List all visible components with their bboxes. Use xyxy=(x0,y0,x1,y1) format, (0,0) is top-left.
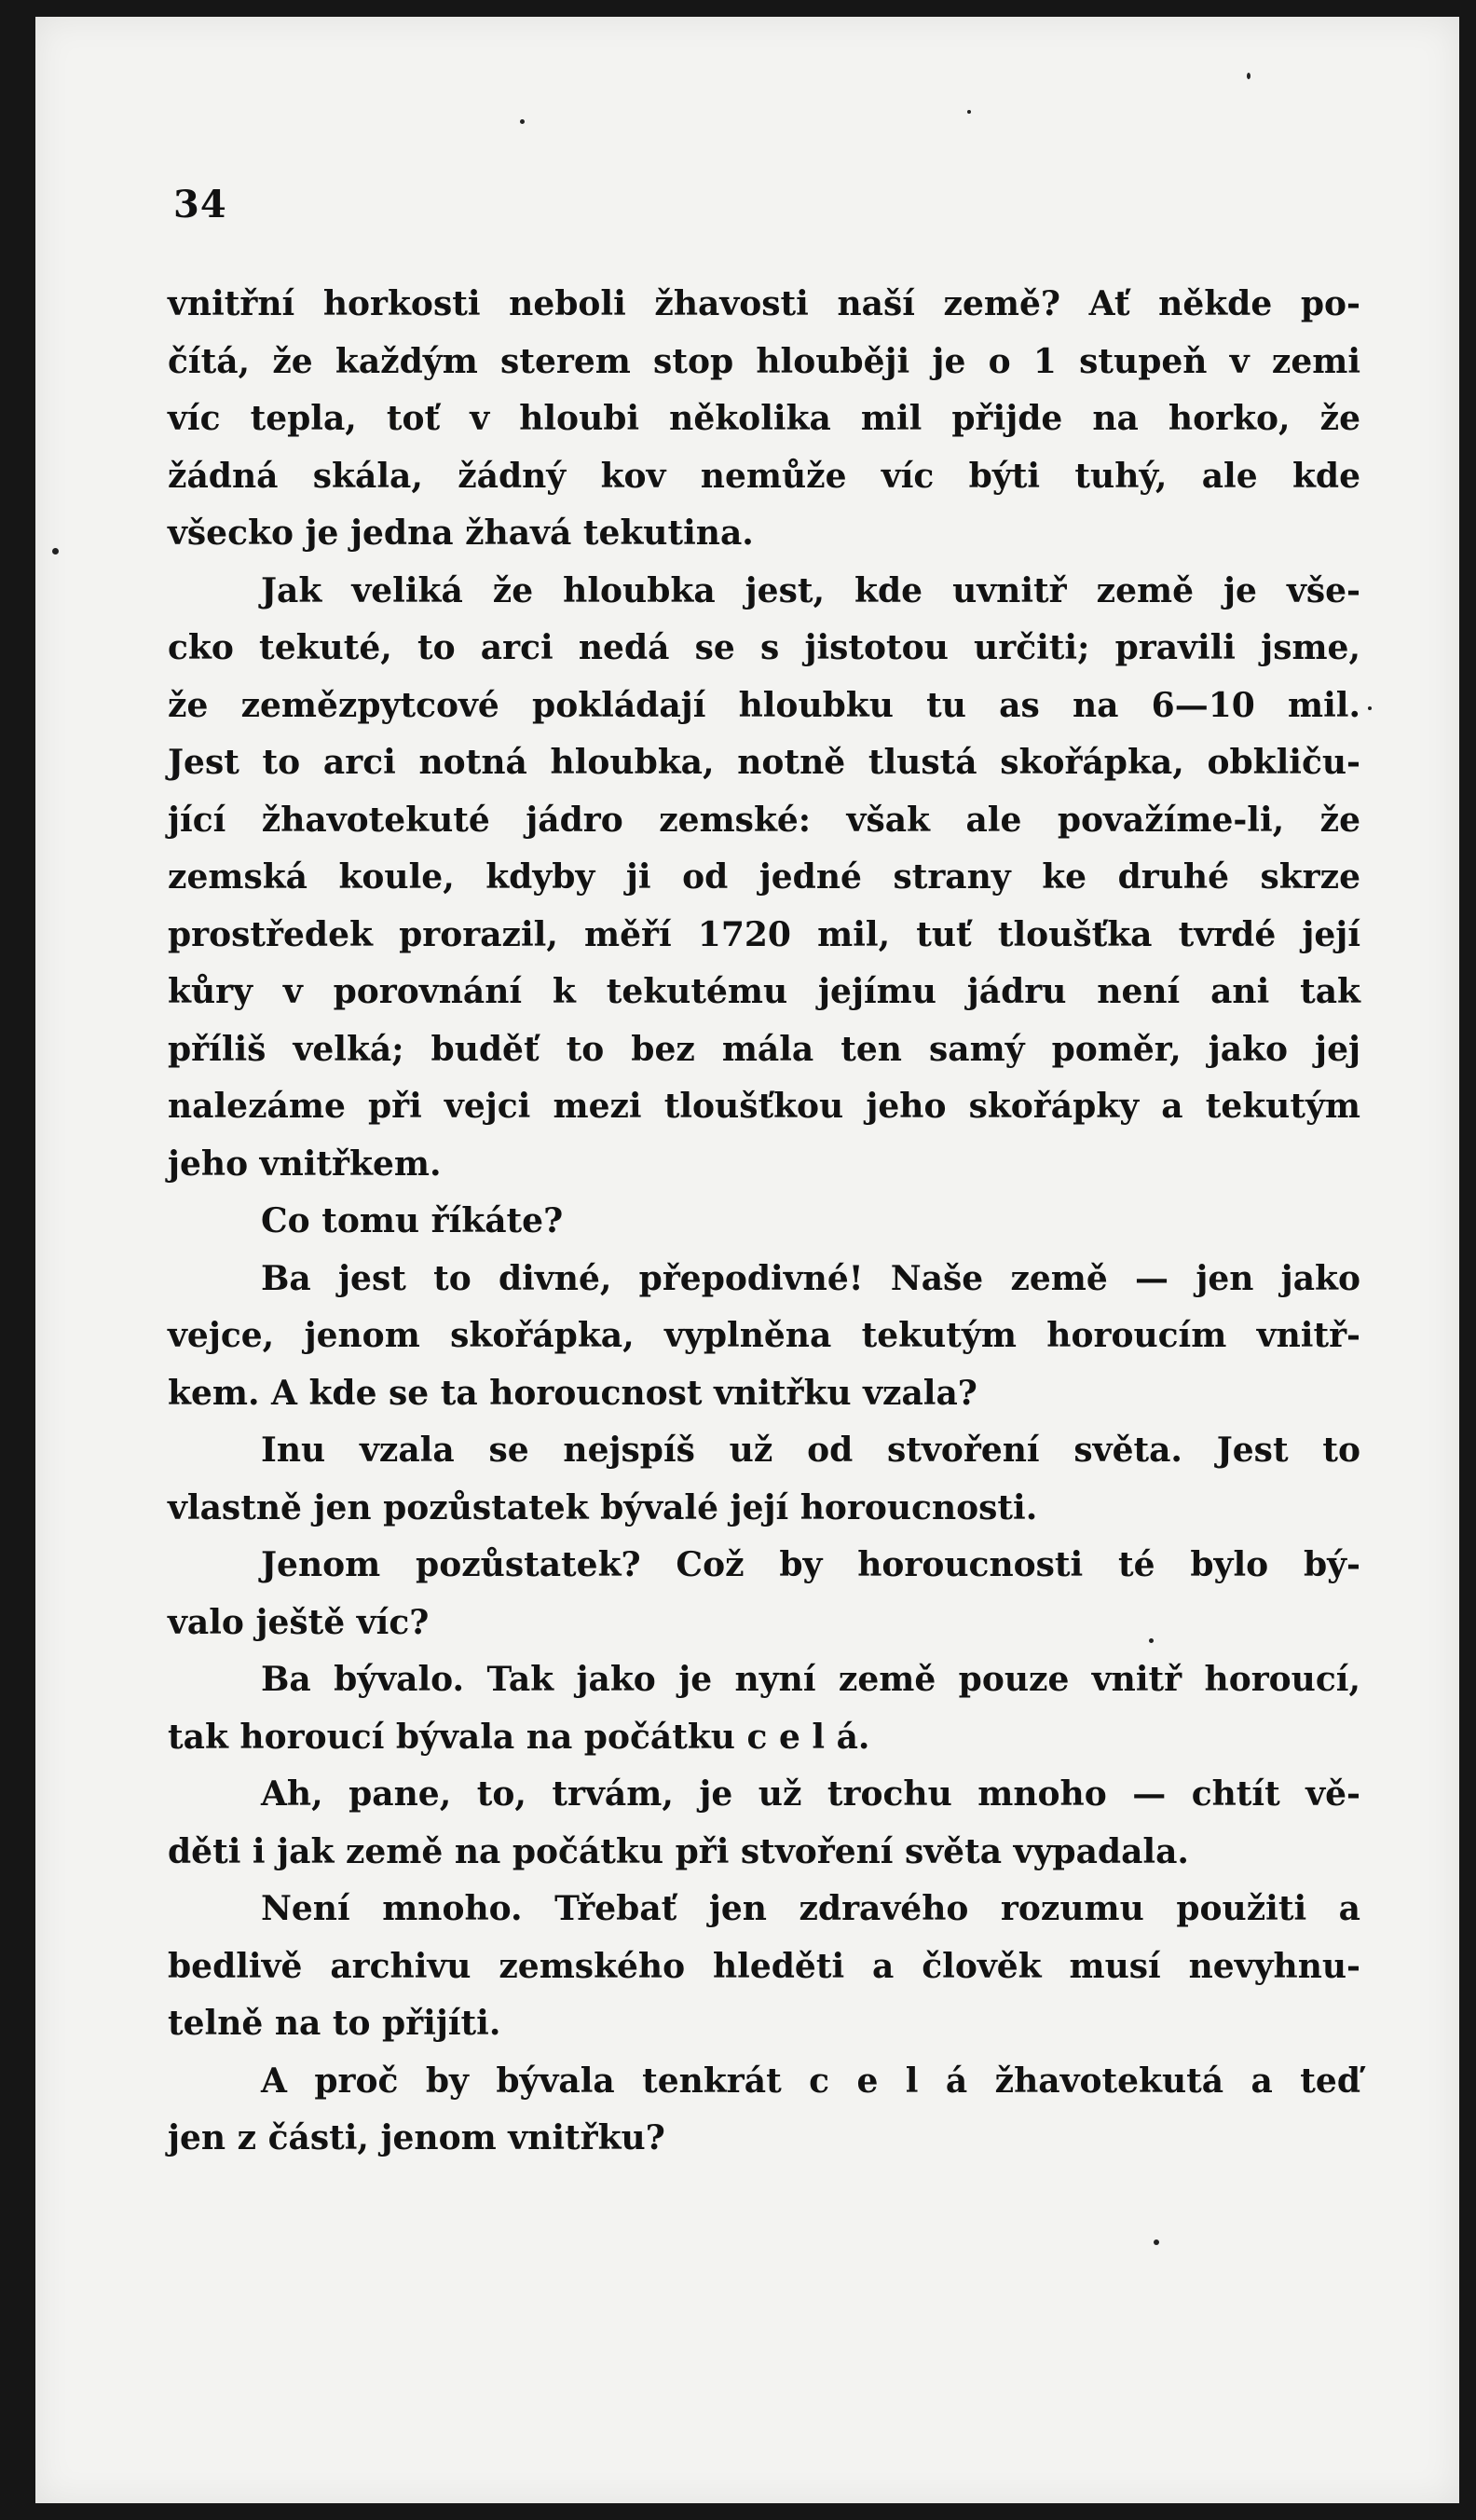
text-line: vnitřní horkosti neboli žhavosti naší země? Ať někde po- xyxy=(168,284,1360,323)
text-line: děti i jak země na počátku při stvoření světa vypadala. xyxy=(168,1831,1189,1871)
print-speck xyxy=(1247,73,1250,79)
text-line: žádná skála, žádný kov nemůže víc býti tuhý, ale kde xyxy=(168,456,1360,496)
text-line: vlastně jen pozůstatek bývalé její horoucnosti. xyxy=(168,1487,1038,1527)
text-line: cko tekuté, to arci nedá se s jistotou určiti; pravili jsme, xyxy=(168,628,1360,667)
text-line: kůry v porovnání k tekutému jejímu jádru není ani tak xyxy=(168,972,1360,1011)
print-speck xyxy=(1368,706,1372,710)
text-line: Není mnoho. Třebať jen zdravého rozumu použiti a xyxy=(261,1889,1360,1928)
text-line: kem. A kde se ta horoucnost vnitřku vzala? xyxy=(168,1373,977,1413)
text-line: že zemězpytcové pokládají hloubku tu as na 6—10 mil. xyxy=(168,685,1360,725)
text-line: telně na to přijíti. xyxy=(168,2004,501,2043)
text-line: Jak veliká že hloubka jest, kde uvnitř země je vše- xyxy=(261,570,1360,610)
text-line: jen z části, jenom vnitřku? xyxy=(168,2118,665,2157)
text-line: zemská koule, kdyby ji od jedné strany ke druhé skrze xyxy=(168,857,1360,897)
text-line: příliš velká; buděť to bez mála ten samý poměr, jako jej xyxy=(168,1029,1360,1069)
text-line: Jest to arci notná hloubka, notně tlustá skořápka, obkliču- xyxy=(168,743,1360,782)
text-line: Ba jest to divné, přepodivné! Naše země — jen jako xyxy=(261,1258,1360,1298)
body-text xyxy=(168,276,1360,2168)
print-speck xyxy=(52,548,59,555)
text-line: A proč by bývala tenkrát c e l á žhavotekutá a teď xyxy=(261,2061,1360,2101)
book-page xyxy=(35,17,1459,2503)
text-line: Inu vzala se nejspíš už od stvoření světa. Jest to xyxy=(261,1431,1360,1470)
text-line: vejce, jenom skořápka, vyplněna tekutým horoucím vnitř- xyxy=(168,1316,1360,1355)
text-line: Jenom pozůstatek? Což by horoucnosti té bylo bý- xyxy=(261,1545,1360,1584)
text-line: Ba bývalo. Tak jako je nyní země pouze vnitř horoucí, xyxy=(261,1660,1360,1699)
text-line: Co tomu říkáte? xyxy=(261,1201,564,1240)
text-line: valo ještě víc? xyxy=(168,1602,430,1642)
text-line: víc tepla, toť v hloubi několika mil přijde na horko, že xyxy=(168,399,1360,438)
print-speck xyxy=(967,110,971,114)
text-line: prostředek prorazil, měří 1720 mil, tuť tloušťka tvrdé její xyxy=(168,914,1360,954)
text-line: všecko je jedna žhavá tekutina. xyxy=(168,514,754,553)
text-line: jeho vnitřkem. xyxy=(168,1144,442,1184)
text-line: Ah, pane, to, trvám, je už trochu mnoho — chtít vě- xyxy=(261,1774,1360,1814)
text-line: nalezáme při vejci mezi tloušťkou jeho skořápky a tekutým xyxy=(168,1087,1360,1126)
text-line: bedlivě archivu zemského hleděti a člověk musí nevyhnu- xyxy=(168,1946,1360,1986)
text-line: čítá, že každým sterem stop hlouběji je o 1 stupeň v zemi xyxy=(168,341,1360,381)
print-speck xyxy=(1154,2239,1159,2245)
print-speck xyxy=(520,119,525,124)
page-number: 34 xyxy=(173,183,227,226)
print-speck xyxy=(1149,1638,1154,1643)
text-line: tak horoucí bývala na počátku c e l á. xyxy=(168,1717,870,1757)
text-line: jící žhavotekuté jádro zemské: však ale považíme-li, že xyxy=(168,800,1360,840)
